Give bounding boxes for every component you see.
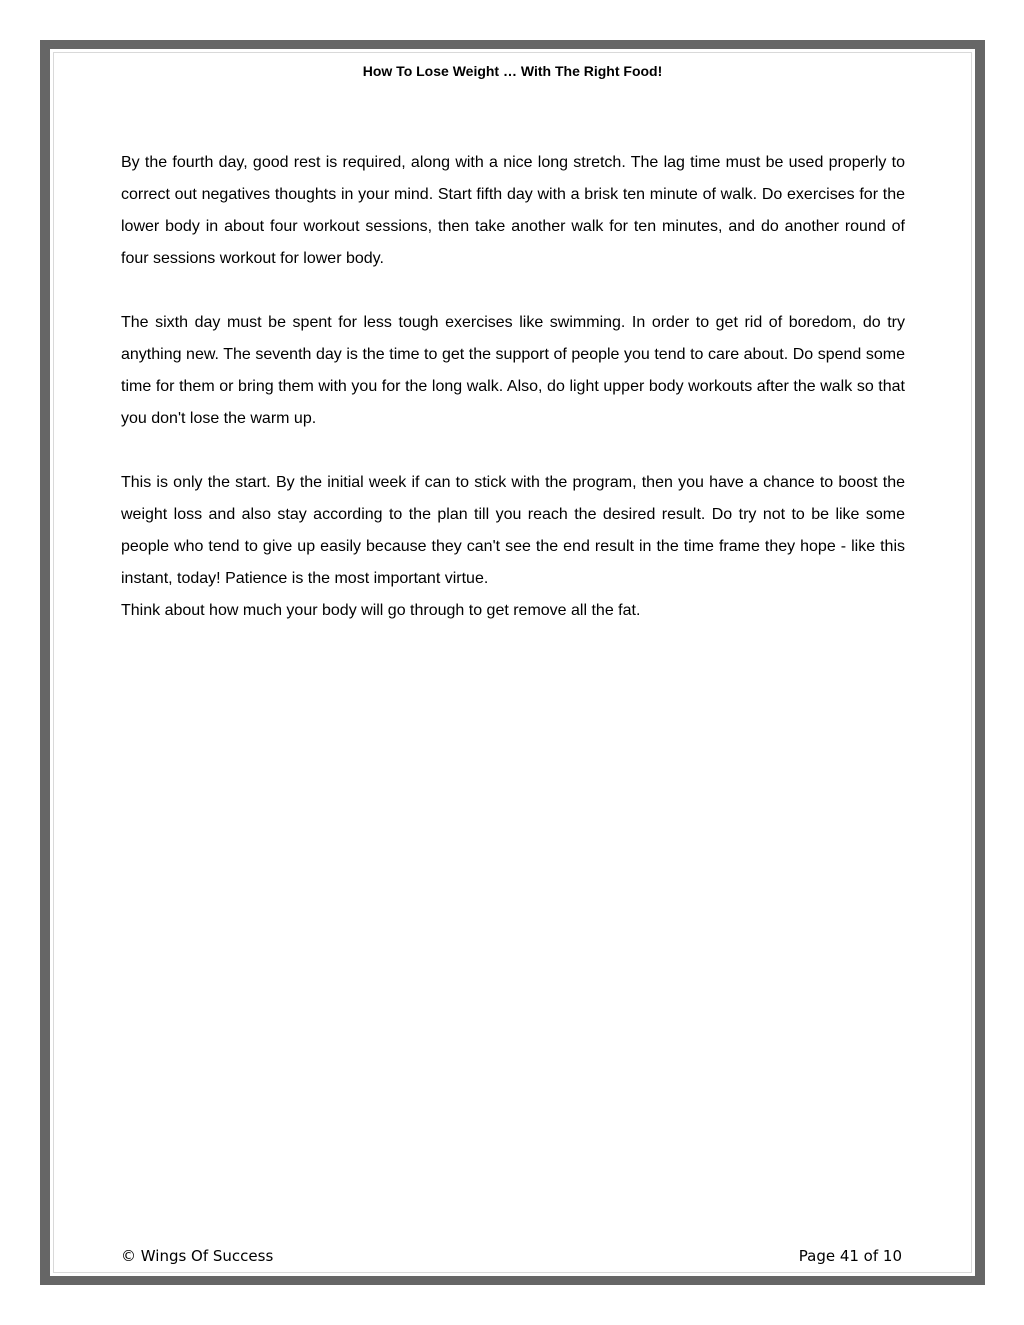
paragraph: By the fourth day, good rest is required, along with a nice long stretch. The lag time must be used properly to correct out negatives thoughts in your mind. Start fifth day with a brisk ten minute of walk. Do exercises for the lower body in about four workout sessions, then take another walk for ten minutes, and do another round of four sessions workout for lower body.	[121, 154, 905, 267]
copyright-text: © Wings Of Success	[121, 1247, 274, 1265]
body-text	[121, 147, 905, 627]
page-number: Page 41 of 10	[798, 1247, 902, 1265]
page-title: How To Lose Weight … With The Right Food!	[362, 63, 663, 79]
document-page	[40, 40, 985, 1285]
page-footer	[121, 1245, 905, 1267]
paragraph: The sixth day must be spent for less tough exercises like swimming. In order to get rid of boredom, do try anything new. The seventh day is the time to get the support of people you tend to care about. Do spend some time for them or bring them with you for the long walk. Also, do light upper body workouts after the walk so that you don't lose the warm up.	[121, 314, 905, 427]
paragraph: This is only the start. By the initial week if can to stick with the program, then you have a chance to boost the weight loss and also stay according to the plan till you reach the desired result. Do try not to be like some people who tend to give up easily because they can't see the end result in the time frame they hope - like this instant, today! Patience is the most important virtue.	[121, 474, 905, 587]
paragraph: Think about how much your body will go through to get remove all the fat.	[121, 602, 641, 619]
